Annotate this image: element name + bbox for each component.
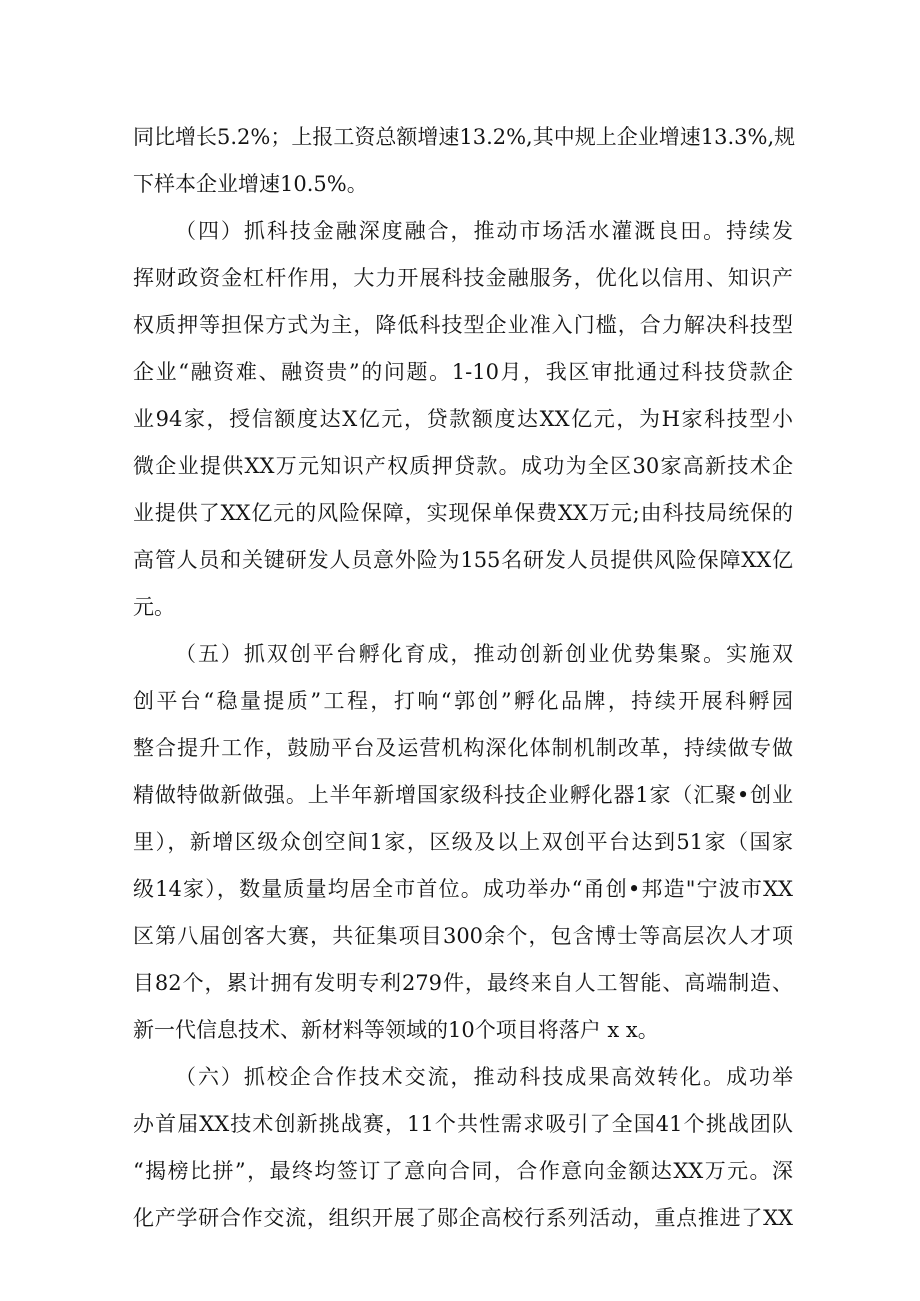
text-line: 化产学研合作交流，组织开展了郧企高校行系列活动，重点推进了XX: [133, 1206, 793, 1230]
text-line: 元。: [133, 595, 175, 619]
text-line: 创平台“稳量提质”工程，打响“郭创”孵化品牌，持续开展科孵园: [133, 689, 793, 713]
text-line: 级14家），数量质量均居全市首位。成功举办“甬创•邦造"宁波市XX: [133, 877, 793, 901]
text-line: 里），新增区级众创空间1家，区级及以上双创平台达到51家（国家: [133, 830, 793, 854]
paragraph-4-heading-line: （四）抓科技金融深度融合，推动市场活水灌溉良田。持续发: [175, 219, 793, 243]
document-body: [133, 114, 796, 1242]
text-line: 挥财政资金杠杆作用，大力开展科技金融服务，优化以信用、知识产: [133, 266, 793, 290]
text-line: 企业“融资难、融资贵”的问题。1-10月，我区审批通过科技贷款企: [133, 360, 793, 384]
text-line: 高管人员和关键研发人员意外险为155名研发人员提供风险保障XX亿: [133, 548, 793, 572]
text-line: 权质押等担保方式为主，降低科技型企业准入门槛，合力解决科技型: [133, 313, 793, 337]
text-line: 办首届XX技术创新挑战赛，11个共性需求吸引了全国41个挑战团队: [133, 1112, 793, 1136]
text-line: 同比增长5.2%；上报工资总额增速13.2%,其中规上企业增速13.3%,规: [133, 125, 796, 149]
text-line: 微企业提供XX万元知识产权质押贷款。成功为全区30家高新技术企: [133, 454, 793, 478]
text-line: 下样本企业增速10.5%。: [133, 172, 368, 196]
text-line: 目82个，累计拥有发明专利279件，最终来自人工智能、高端制造、: [133, 971, 793, 995]
text-line: 新一代信息技术、新材料等领域的10个项目将落户 x x。: [133, 1018, 659, 1042]
text-line: 精做特做新做强。上半年新增国家级科技企业孵化器1家（汇聚•创业: [133, 783, 793, 807]
paragraph-5-heading-line: （五）抓双创平台孵化育成，推动创新创业优势集聚。实施双: [175, 642, 793, 666]
text-line: “揭榜比拼”，最终均签订了意向合同，合作意向金额达XX万元。深: [133, 1159, 793, 1183]
text-line: 整合提升工作，鼓励平台及运营机构深化体制机制改革，持续做专做: [133, 736, 793, 760]
text-line: 业94家，授信额度达X亿元，贷款额度达XX亿元，为H家科技型小: [133, 407, 793, 431]
text-line: 区第八届创客大赛，共征集项目300余个，包含博士等高层次人才项: [133, 924, 793, 948]
text-line: 业提供了XX亿元的风险保障，实现保单保费XX万元;由科技局统保的: [133, 501, 793, 525]
paragraph-6-heading-line: （六）抓校企合作技术交流，推动科技成果高效转化。成功举: [175, 1065, 793, 1089]
